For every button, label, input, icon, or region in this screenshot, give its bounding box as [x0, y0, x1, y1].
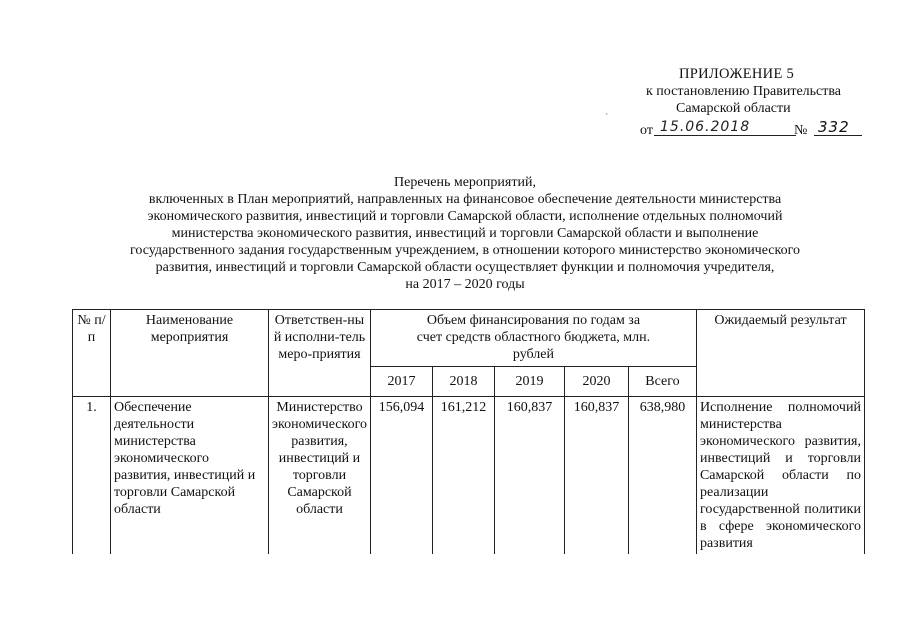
row-executor: Министерство экономического развития, инвестиций и торговли Самарской области — [269, 397, 371, 555]
activities-table — [72, 309, 865, 554]
title-line: Перечень мероприятий, — [394, 175, 536, 190]
title-line: на 2017 – 2020 годы — [405, 277, 525, 292]
decree-number: 332 — [814, 119, 862, 136]
table-row — [73, 397, 865, 555]
header-num: № п/п — [73, 310, 111, 397]
appendix-line2: Самарской области — [676, 101, 791, 116]
row-value-2020: 160,837 — [564, 397, 628, 555]
decree-signature-row — [640, 119, 900, 139]
decree-date: 15.06.2018 — [654, 119, 796, 136]
header-funding: Объем финансирования по годам за счет средств областного бюджета, млн. рублей — [370, 310, 696, 367]
row-value-total: 638,980 — [628, 397, 696, 555]
title-line: экономического развития, инвестиций и торговли Самарской области, исполнение отдельных полномочий — [147, 209, 783, 224]
title-line: включенных в План мероприятий, направленных на финансовое обеспечение деятельности министерства — [148, 192, 782, 207]
stray-mark: ˋ — [605, 113, 609, 124]
number-label: № — [794, 123, 808, 138]
header-result: Ожидаемый результат — [696, 310, 864, 397]
header-name: Наименование мероприятия — [111, 310, 269, 397]
row-num: 1. — [73, 397, 111, 555]
header-year-2018: 2018 — [432, 367, 494, 397]
row-result: Исполнение полномочий министерства экономического развития, инвестиций и торговли Самарской области по реализации государственной политики в сфере экономического развития — [696, 397, 864, 555]
title-line: государственного задания государственным учреждением, в отношении которого министерство экономического — [129, 243, 800, 258]
row-value-2018: 161,212 — [432, 397, 494, 555]
appendix-header — [640, 66, 900, 139]
header-executor: Ответствен-ный исполни-тель меро-приятия — [269, 310, 371, 397]
document-title — [80, 174, 850, 293]
header-year-2019: 2019 — [494, 367, 564, 397]
header-year-2017: 2017 — [370, 367, 432, 397]
appendix-line1: к постановлению Правительства — [646, 84, 842, 99]
header-total: Всего — [628, 367, 696, 397]
row-name: Обеспечение деятельности министерства экономического развития, инвестиций и торговли Самарской области — [111, 397, 269, 555]
row-value-2019: 160,837 — [494, 397, 564, 555]
row-value-2017: 156,094 — [370, 397, 432, 555]
from-label: от — [640, 123, 653, 138]
title-line: министерства экономического развития, инвестиций и торговли Самарской области и выполнение — [171, 226, 759, 241]
header-year-2020: 2020 — [564, 367, 628, 397]
appendix-title: ПРИЛОЖЕНИЕ 5 — [679, 66, 795, 82]
title-line: развития, инвестиций и торговли Самарской области осуществляет функции и полномочия учредителя, — [155, 260, 775, 275]
